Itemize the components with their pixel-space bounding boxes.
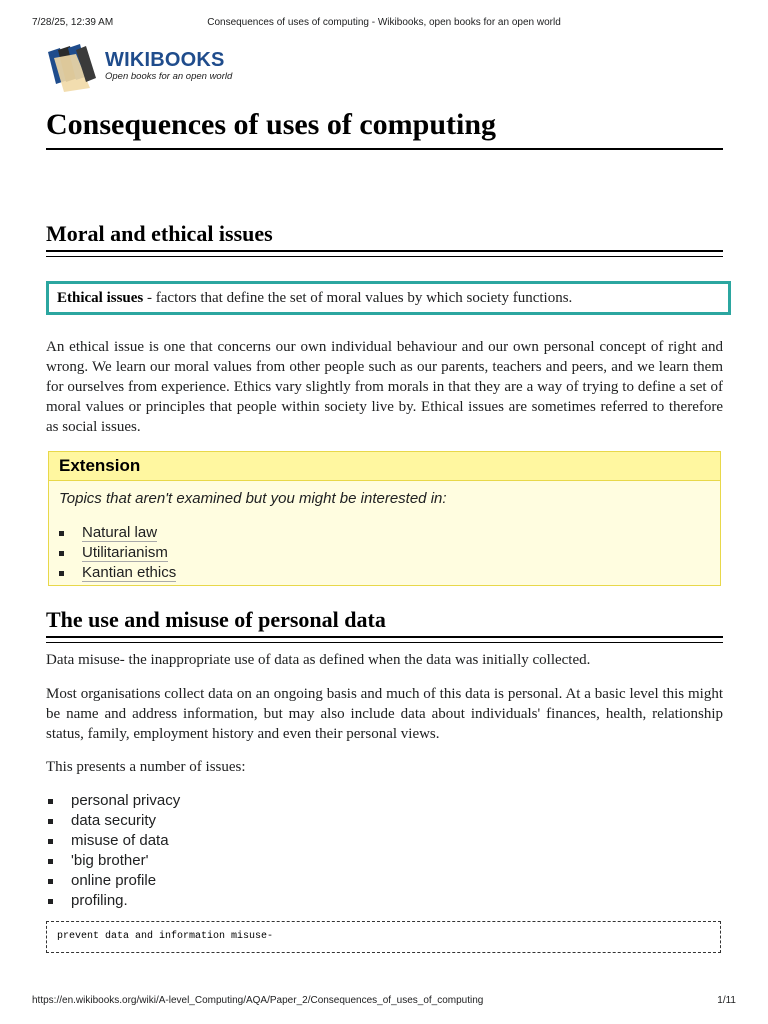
list-item: [59, 543, 176, 563]
data-misuse-definition: Data misuse- the inappropriate use of data as defined when the data was initially collected.: [46, 652, 591, 668]
ethical-issue-paragraph: An ethical issue is one that concerns our own individual behaviour and our own personal concept of right and wrong. We learn our moral values from other people such as our parents, teachers and peers, and we learn them for ourselves from experience. Ethics vary slightly from morals in that they are a way of trying to define a set of moral values or principles that people within society live by. Ethical issues are sometimes referred to therefore as social issues.: [46, 339, 723, 435]
list-item: [59, 563, 176, 583]
print-datetime: 7/28/25, 12:39 AM: [32, 17, 114, 28]
section-divider: [46, 250, 723, 252]
definition-box: [46, 281, 731, 315]
extension-heading: Extension: [49, 452, 720, 481]
definition-text: - factors that define the set of moral values by which society functions.: [143, 290, 573, 306]
issues-list: [46, 791, 180, 911]
section-divider: [46, 642, 723, 643]
list-item: misuse of data: [46, 831, 180, 851]
list-item: [59, 523, 176, 543]
section-divider: [46, 256, 723, 257]
logo-tagline: Open books for an open world: [105, 71, 233, 82]
section-heading-personal-data: The use and misuse of personal data: [46, 607, 386, 632]
issues-intro: This presents a number of issues:: [46, 759, 246, 775]
title-divider: [46, 148, 723, 150]
link-natural-law[interactable]: Natural law: [82, 524, 158, 541]
code-block: prevent data and information misuse-: [46, 921, 721, 953]
list-item: profiling.: [46, 891, 180, 911]
print-page-title: Consequences of uses of computing - Wikibooks, open books for an open world: [207, 17, 561, 28]
list-item: data security: [46, 811, 180, 831]
list-item: personal privacy: [46, 791, 180, 811]
extension-box: [48, 451, 721, 586]
link-utilitarianism[interactable]: Utilitarianism: [82, 544, 168, 561]
extension-link-list: [59, 523, 176, 583]
link-kantian-ethics[interactable]: Kantian ethics: [82, 564, 177, 581]
section-heading-moral-ethical: Moral and ethical issues: [46, 221, 273, 246]
list-item: 'big brother': [46, 851, 180, 871]
books-icon: [46, 44, 100, 92]
page-url: https://en.wikibooks.org/wiki/A-level_Computing/AQA/Paper_2/Consequences_of_uses_of_computing: [32, 995, 484, 1006]
page-number: 1/11: [717, 995, 736, 1006]
personal-data-paragraph: Most organisations collect data on an ongoing basis and much of this data is personal. At a basic level this might be name and address information, but may also include data about individuals' finances, health, relationship status, family, employment history and even their personal views.: [46, 686, 723, 742]
logo-wordmark: WIKIBOOKS: [105, 49, 225, 71]
page-title: Consequences of uses of computing: [46, 108, 497, 141]
extension-note: Topics that aren't examined but you might be interested in:: [59, 490, 447, 507]
list-item: online profile: [46, 871, 180, 891]
wikibooks-logo[interactable]: [46, 44, 246, 92]
section-divider: [46, 636, 723, 638]
definition-term: Ethical issues: [57, 290, 144, 306]
